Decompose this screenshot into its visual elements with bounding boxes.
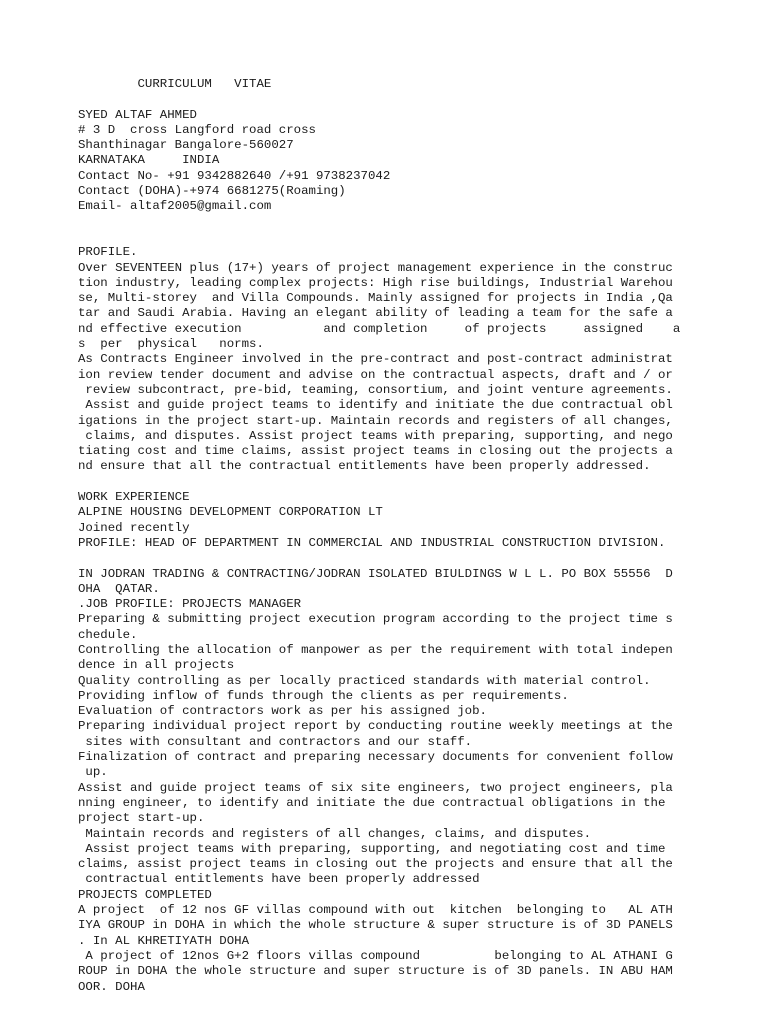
cv-title: CURRICULUM VITAE	[78, 77, 272, 91]
duty-line: contractual entitlements have been properly addressed	[78, 872, 480, 887]
duty-line: Assist project teams with preparing, supporting, and negotiating cost and time	[78, 841, 666, 856]
duty-line: Assist and guide project teams of six site engineers, two project engineers, pla	[78, 780, 673, 795]
cv-document	[78, 77, 698, 995]
profile-text-line: nd effective execution and completion of projects assigned a	[78, 321, 681, 336]
duty-line: project start-up.	[78, 811, 205, 826]
projects-completed-heading: PROJECTS COMPLETED	[78, 887, 212, 902]
duty-line: Quality controlling as per locally practiced standards with material control.	[78, 673, 651, 688]
profile-heading: PROFILE.	[78, 245, 138, 260]
profile-text-line: As Contracts Engineer involved in the pre-contract and post-contract administrat	[78, 352, 673, 367]
duty-line: Finalization of contract and preparing necessary documents for convenient follow	[78, 750, 673, 765]
duty-line: sites with consultant and contractors and our staff.	[78, 734, 473, 749]
employer-name: ALPINE HOUSING DEVELOPMENT CORPORATION LT	[78, 505, 383, 520]
profile-text-line: nd ensure that all the contractual entitlements have been properly addressed.	[78, 459, 651, 474]
profile-text-line: review subcontract, pre-bid, teaming, consortium, and joint venture agreements.	[78, 382, 673, 397]
project-line: . In AL KHRETIYATH DOHA	[78, 933, 250, 948]
employer-line: OHA QATAR.	[78, 581, 160, 596]
project-line: A project of 12 nos GF villas compound with out kitchen belonging to AL ATH	[78, 903, 673, 918]
duty-line: chedule.	[78, 627, 138, 642]
contact-name: SYED ALTAF AHMED	[78, 107, 197, 122]
profile-text-line: igations in the project start-up. Maintain records and registers of all changes,	[78, 413, 673, 428]
project-line: IYA GROUP in DOHA in which the whole structure & super structure is of 3D PANELS	[78, 918, 673, 933]
employer-line: IN JODRAN TRADING & CONTRACTING/JODRAN ISOLATED BIULDINGS W L L. PO BOX 55556 D	[78, 566, 673, 581]
contact-address-line: Shanthinagar Bangalore-560027	[78, 138, 294, 153]
profile-text-line: claims, and disputes. Assist project teams with preparing, supporting, and nego	[78, 428, 673, 443]
duty-line: up.	[78, 765, 108, 780]
employment-status: Joined recently	[78, 520, 190, 535]
duty-line: Maintain records and registers of all changes, claims, and disputes.	[78, 826, 592, 841]
contact-phone-doha: Contact (DOHA)-+974 6681275(Roaming)	[78, 184, 346, 199]
duty-line: Providing inflow of funds through the clients as per requirements.	[78, 688, 569, 703]
contact-email: Email- altaf2005@gmail.com	[78, 199, 272, 214]
profile-text-line: tion industry, leading complex projects: High rise buildings, Industrial Warehou	[78, 275, 673, 290]
profile-text-line: Assist and guide project teams to identify and initiate the due contractual obl	[78, 398, 673, 413]
job-profile: PROFILE: HEAD OF DEPARTMENT IN COMMERCIAL AND INDUSTRIAL CONSTRUCTION DIVISION.	[78, 535, 666, 550]
profile-text-line: tar and Saudi Arabia. Having an elegant ability of leading a team for the safe a	[78, 306, 673, 321]
contact-address-line: # 3 D cross Langford road cross	[78, 122, 316, 137]
spacer	[78, 551, 698, 566]
profile-text-line: ion review tender document and advise on the contractual aspects, draft and / or	[78, 367, 673, 382]
profile-text-line: tiating cost and time claims, assist project teams in closing out the projects a	[78, 444, 673, 459]
profile-text-line: se, Multi-storey and Villa Compounds. Mainly assigned for projects in India ,Qa	[78, 291, 673, 306]
job-profile-heading: .JOB PROFILE: PROJECTS MANAGER	[78, 597, 302, 612]
duty-line: claims, assist project teams in closing out the projects and ensure that all the	[78, 857, 673, 872]
profile-text-line: Over SEVENTEEN plus (17+) years of project management experience in the construc	[78, 260, 673, 275]
duty-line: nning engineer, to identify and initiate the due contractual obligations in the	[78, 795, 666, 810]
spacer	[78, 92, 698, 107]
project-line: ROUP in DOHA the whole structure and super structure is of 3D panels. IN ABU HAM	[78, 964, 673, 979]
profile-text-line: s per physical norms.	[78, 337, 264, 352]
spacer	[78, 215, 698, 230]
duty-line: Controlling the allocation of manpower as per the requirement with total indepen	[78, 642, 673, 657]
spacer	[78, 230, 698, 245]
duty-line: dence in all projects	[78, 658, 235, 673]
spacer	[78, 475, 698, 490]
contact-address-line: KARNATAKA INDIA	[78, 153, 220, 168]
duty-line: Evaluation of contractors work as per his assigned job.	[78, 704, 487, 719]
project-line: OOR. DOHA	[78, 979, 145, 994]
duty-line: Preparing individual project report by conducting routine weekly meetings at the	[78, 719, 673, 734]
work-experience-heading: WORK EXPERIENCE	[78, 490, 190, 505]
duty-line: Preparing & submitting project execution program according to the project time s	[78, 612, 673, 627]
project-line: A project of 12nos G+2 floors villas compound belonging to AL ATHANI G	[78, 948, 673, 963]
contact-phone: Contact No- +91 9342882640 /+91 9738237042	[78, 168, 391, 183]
